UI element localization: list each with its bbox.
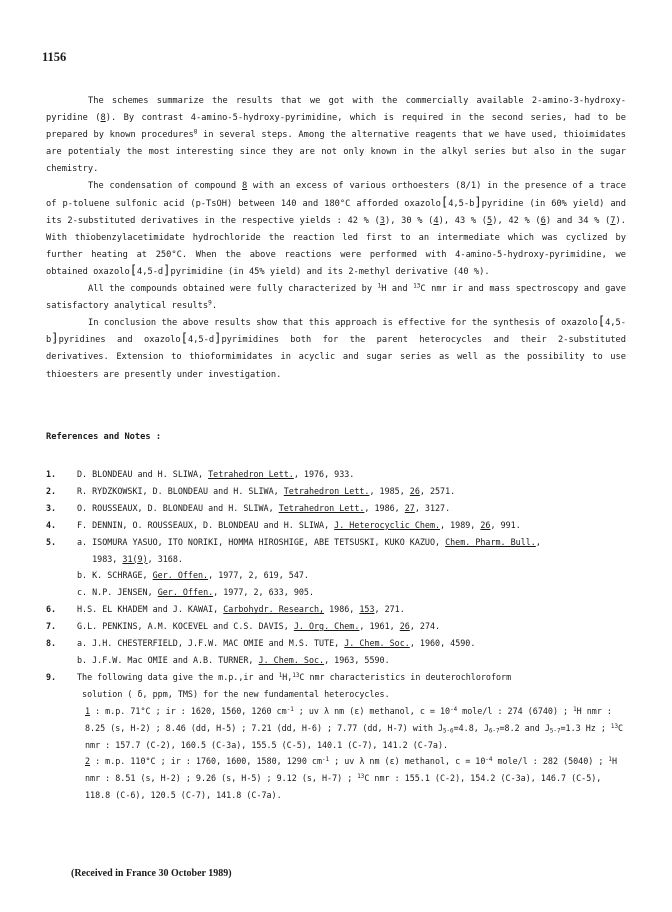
reference-item: 5. a. ISOMURA YASUO, ITO NORIKI, HOMMA HIROSHIGE, ABE TETSUSKI, KUKO KAZUO, Chem. Pharm. Bull., 1983, 31(9), 3168. b. K. SCHRAGE, Ger. Offen., 1977, 2, 619, 547. c. N.P. JENSEN, Ger. Offen., 1977, 2, 633, 905. xyxy=(46,534,626,602)
reference-item: 7. G.L. PENKINS, A.M. KOCEVEL and C.S. DAVIS, J. Org. Chem., 1961, 26, 274. xyxy=(46,618,626,635)
reference-number: 9. xyxy=(46,671,57,682)
paragraph: The schemes summarize the results that we got with the commercially available 2-amino-3-hydroxy-pyridine (8). By contrast 4-amino-5-hydroxy-pyrimidine, which is required in the second series, had to be prepared by known procedures$^8$ in several steps. Among the alternative reagents that we have used, thioimidates are potentialy the most interesting since they are not only known in the alkyl series but also in the sugar chemistry. xyxy=(46,96,627,175)
reference-number: 7. xyxy=(46,621,57,632)
reference-item: 9. The following data give the m.p.,ir and $^1$H,$^{13}$C nmr characteristics in deuterochloroform solution ( δ, ppm, TMS) for the new fundamental heterocycles. 1 : m.p. 71°C ; ir : 1620, 1560, 1260 $cm^{-1}$ ; uv λ nm (ε) methanol, $c = 10^{-4}$ mole/l : 274 (6740) ; $^1$H nmr : 8.25 (s, H-2) ; 8.46 (dd, H-5) ; 7.21 (dd, H-6) ; 7.77 (dd, H-7) with $J_{5-6}=4.8$, $J_{6-7}=8.2$ and $J_{5-7}=1.3$ Hz ; $^{13}$C nmr : 157.7 (C-2), 160.5 (C-3a), 155.5 (C-5), 140.1 (C-7), 141.2 (C-7a). 2 : m.p. 110°C ; ir : 1760, 1600, 1580, 1290 $cm^{-1}$ ; uv λ nm (ε) methanol, $c = 10^{-4}$ mole/l : 282 (5040) ; $^1$H nmr : 8.51 (s, H-2) ; 9.26 (s, H-5) ; 9.12 (s, H-7) ; $^{13}$C nmr : 155.1 (C-2), 154.2 (C-3a), 146.7 (C-5), 118.8 (C-6), 120.5 (C-7), 141.8 (C-7a). xyxy=(46,669,626,804)
reference-item: 3. O. ROUSSEAUX, D. BLONDEAU and H. SLIWA, Tetrahedron Lett., 1986, 27, 3127. xyxy=(46,500,626,517)
body-text xyxy=(46,93,626,384)
reference-item: 8. a. J.H. CHESTERFIELD, J.F.W. MAC OMIE and M.S. TUTE, J. Chem. Soc., 1960, 4590. b. J.F.W. Mac OMIE and A.B. TURNER, J. Chem. Soc., 1963, 5590. xyxy=(46,635,626,669)
reference-number: 6. xyxy=(46,604,57,615)
reference-item: 2. R. RYDZKOWSKI, D. BLONDEAU and H. SLIWA, Tetrahedron Lett., 1985, 26, 2571. xyxy=(46,483,626,500)
reference-number: 2. xyxy=(46,485,57,496)
page-number: 1156 xyxy=(42,50,67,64)
reference-item: 4. F. DENNIN, O. ROUSSEAUX, D. BLONDEAU and H. SLIWA, J. Heterocyclic Chem., 1989, 26, 991. xyxy=(46,517,626,534)
references-heading: References and Notes : xyxy=(46,432,162,442)
reference-item: 1. D. BLONDEAU and H. SLIWA, Tetrahedron Lett., 1976, 933. xyxy=(46,466,626,483)
reference-number: 4. xyxy=(46,519,57,530)
reference-number: 5. xyxy=(46,536,57,547)
paragraph: All the compounds obtained were fully characterized by $^1$H and $^{13}$C nmr ir and mass spectroscopy and gave satisfactory analytical results$^9$. xyxy=(46,282,627,312)
paragraph: In conclusion the above results show that this approach is effective for the synthesis of oxazolo[4,5-b]pyridines and oxazolo[4,5-d]pyrimidines both for the parent heterocycles and their 2-substituted derivatives. Extension to thioformimidates in acyclic and sugar series as well as the possibility to use thioesters are presently under investigation. xyxy=(46,314,626,380)
references-list xyxy=(46,466,626,804)
received-date: (Received in France 30 October 1989) xyxy=(71,868,232,879)
reference-number: 8. xyxy=(46,638,57,649)
reference-number: 1. xyxy=(46,469,57,479)
reference-item: 6. H.S. EL KHADEM and J. KAWAI, Carbohydr. Research, 1986, 153, 271. xyxy=(46,601,626,618)
reference-number: 3. xyxy=(46,502,57,513)
paragraph: The condensation of compound 8 with an excess of various orthoesters (8/1) in the presence of a trace of p-toluene sulfonic acid (p-TsOH) between 140 and 180°C afforded oxazolo[4,5-b]pyridine (in 60% yield) and its 2-substituted derivatives in the respective yields : 42 % (3), 30 % (4), 43 % (5), 42 % (6) and 34 % (7). With thiobenzylacetimidate hydrochloride the reaction led first to an intermediate which was cyclized by further heating at 250°C. When the above reactions were performed with 4-amino-5-hydroxy-pyrimidine, we obtained oxazolo[4,5-d]pyrimidine (in 45% yield) and its 2-methyl derivative (40 %). xyxy=(46,181,627,277)
